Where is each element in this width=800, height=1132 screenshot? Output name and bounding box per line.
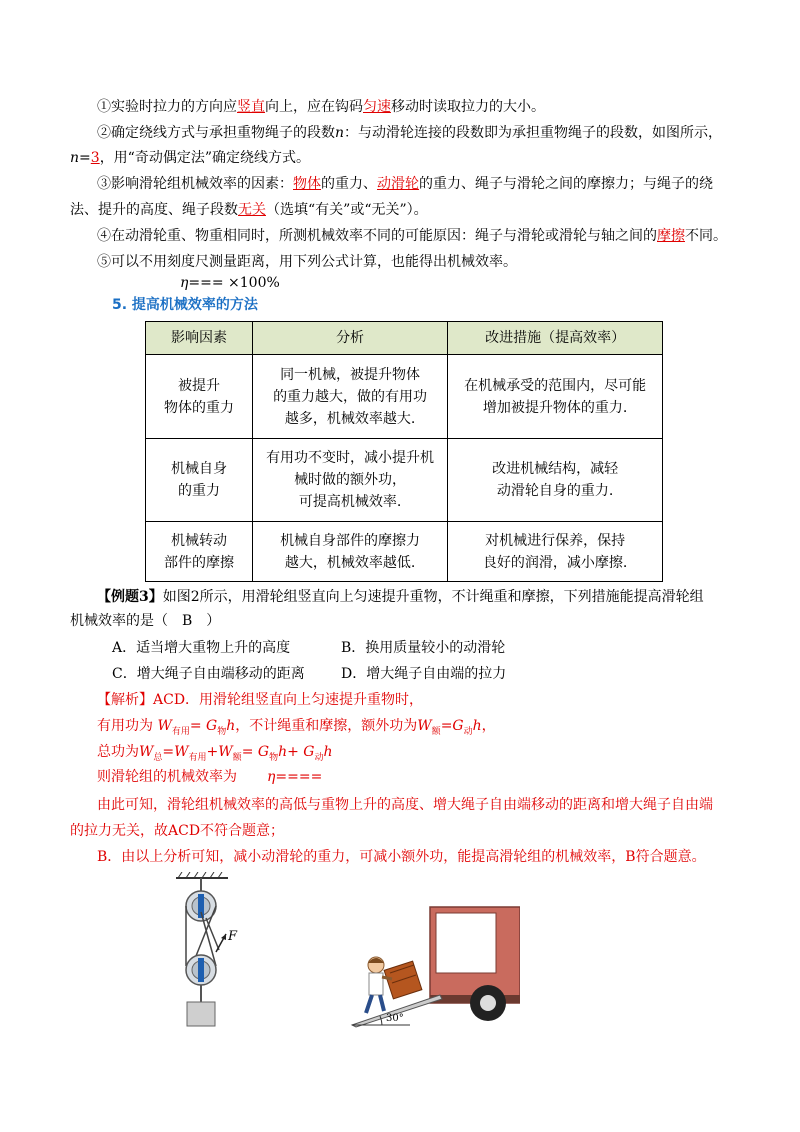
solution-line-1: 【解析】ACD．用滑轮组竖直向上匀速提升重物时，: [97, 692, 424, 708]
table-cell: 机械自身 的重力: [146, 439, 253, 522]
answer-vertical: 竖直: [237, 99, 265, 115]
table-header-cell: 分析: [252, 322, 447, 355]
answer-friction: 摩擦: [657, 228, 685, 244]
section-title: 5. 提高机械效率的方法: [112, 297, 258, 313]
table-header-cell: 影响因素: [146, 322, 253, 355]
paragraph-pull-direction: ①实验时拉力的方向应竖直向上，应在钩码匀速移动时读取拉力的大小。: [97, 99, 545, 115]
table-cell: 机械转动 部件的摩擦: [146, 522, 253, 582]
answer-irrelevant: 无关: [238, 202, 266, 218]
table-cell: 改进机械结构，减轻 动滑轮自身的重力.: [448, 439, 663, 522]
efficiency-formula: η=== ×100%: [180, 275, 280, 291]
table-cell: 有用功不变时，减小提升机 械时做的额外功， 可提高机械效率.: [252, 439, 447, 522]
force-label: F: [228, 929, 238, 944]
table-cell: 被提升 物体的重力: [146, 355, 253, 439]
solution-line-3: 总功为$W_总=W_{有用}+W_额= G_物h+ G_动h$: [97, 744, 333, 763]
truck: [430, 907, 520, 1021]
paragraph-no-ruler: ⑤可以不用刻度尺测量距离，用下列公式计算，也能得出机械效率。: [97, 254, 517, 270]
option-a: A．适当增大重物上升的高度: [112, 640, 291, 656]
answer-movable-pulley: 动滑轮: [377, 176, 419, 192]
ceiling-hatch: [176, 872, 228, 878]
table-cell: 在机械承受的范围内，尽可能 增加被提升物体的重力.: [448, 355, 663, 439]
table-row: [146, 439, 663, 522]
solution-line-7: B．由以上分析可知，减小动滑轮的重力，可减小额外功，能提高滑轮组的机械效率，B符合题意。: [97, 849, 706, 865]
paragraph-rope-segments: ②确定绕线方式与承担重物绳子的段数n：与动滑轮连接的段数即为承担重物绳子的段数，如图所示，: [97, 125, 723, 141]
paragraph-factors: ③影响滑轮组机械效率的因素：物体的重力、动滑轮的重力、绳子与滑轮之间的摩擦力；与绳子的绕: [97, 176, 713, 192]
paragraph-rope-segments-cont: n=3，用“奇动偶定法”确定绕线方式。: [70, 150, 311, 166]
movable-pulley: [186, 955, 216, 985]
efficiency-table: [145, 321, 663, 582]
ramp-truck-figure: [350, 895, 520, 1030]
table-row: [146, 522, 663, 582]
option-c: C．增大绳子自由端移动的距离: [112, 666, 305, 682]
solution-line-5: 由此可知，滑轮组机械效率的高低与重物上升的高度、增大绳子自由端移动的距离和增大绳子自由端: [97, 797, 713, 813]
answer-three: 3: [90, 150, 100, 166]
solution-line-6: 的拉力无关，故ACD不符合题意；: [70, 823, 285, 839]
weight-block: [187, 1002, 215, 1026]
table-header-cell: 改进措施（提高效率）: [448, 322, 663, 355]
answer-uniform: 匀速: [363, 99, 391, 115]
table-cell: 同一机械，被提升物体 的重力越大，做的有用功 越多，机械效率越大.: [252, 355, 447, 439]
table-header-row: [146, 322, 663, 355]
option-b: B．换用质量较小的动滑轮: [341, 640, 506, 656]
example-question: 【例题3】如图2所示，用滑轮组竖直向上匀速提升重物，不计绳重和摩擦，下列措施能提高滑轮组: [97, 589, 704, 605]
table-cell: 对机械进行保养，保持 良好的润滑，减小摩擦.: [448, 522, 663, 582]
option-d: D．增大绳子自由端的拉力: [341, 666, 507, 682]
answer-object: 物体: [293, 176, 321, 192]
pulley-figure: [170, 872, 260, 1032]
table-row: [146, 355, 663, 439]
table-cell: 机械自身部件的摩擦力 越大，机械效率越低.: [252, 522, 447, 582]
paragraph-factors-cont: 法、提升的高度、绳子段数无关（选填“有关”或“无关”）。: [70, 202, 428, 218]
example-question-cont: 机械效率的是（ B ）: [70, 613, 221, 629]
paragraph-friction: ④在动滑轮重、物重相同时，所测机械效率不同的可能原因：绳子与滑轮或滑轮与轴之间的摩擦不同。: [97, 228, 727, 244]
angle-label: 30°: [386, 1013, 404, 1024]
solution-line-4: 则滑轮组的机械效率为 η====: [97, 769, 323, 785]
example-tag: 【例题3】: [97, 589, 163, 605]
solution-line-2: 有用功为 $W_{有用}= G_物h$，不计绳重和摩擦，额外功为$W_额=G_动h$，: [97, 718, 496, 737]
